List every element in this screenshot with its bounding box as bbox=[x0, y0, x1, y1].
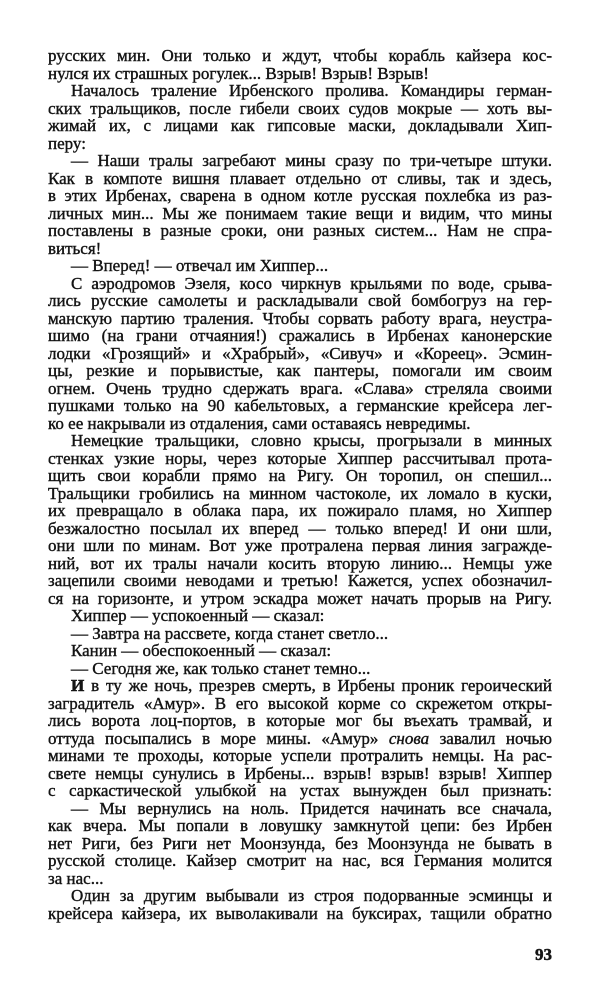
text-line: шимо (на грани отчаяния!) сражались в Ирбенах канонерские bbox=[48, 326, 552, 345]
paragraph bbox=[48, 800, 552, 888]
text-line: лодки «Грозящий» и «Храбрый», «Сивуч» и «Кореец». Эсмин- bbox=[48, 343, 552, 363]
paragraph bbox=[48, 275, 552, 433]
text-line bbox=[48, 730, 552, 748]
text-line: безжалостно посылал их вперед — только вперед! И они шли, bbox=[48, 518, 552, 538]
text-line: Хиппер — успокоенный — сказал: bbox=[71, 606, 325, 625]
text-line: как вчера. Мы попали в ловушку замкнутой цепи: без Ирбен bbox=[48, 816, 552, 835]
text-line: — Мы вернулись на ноль. Придется начинать все сначала, bbox=[71, 798, 552, 818]
text-line: цы, резкие и порывистые, как пантеры, помогали им своим bbox=[48, 361, 552, 380]
text-line: лись ворота лоц-портов, в которые мог бы въехать трамвай, и bbox=[48, 711, 552, 730]
text-line: за нас... bbox=[48, 868, 104, 888]
paragraph bbox=[48, 47, 552, 82]
paragraph bbox=[48, 152, 552, 257]
paragraph bbox=[48, 625, 552, 643]
text-line: С аэродромов Эзеля, косо чиркнув крыльями по воде, срыва- bbox=[71, 273, 552, 293]
paragraph bbox=[48, 432, 552, 607]
text-line: Один за другим выбывали из строя подорванные эсминцы и bbox=[71, 886, 552, 905]
text-line: Тральщики гробились на минном частоколе, их ломало в куски, bbox=[48, 483, 552, 503]
text-line: виться! bbox=[48, 238, 102, 258]
text-line: русских мин. Они только и ждут, чтобы корабль кайзера кос- bbox=[48, 46, 552, 65]
paragraph bbox=[48, 660, 552, 678]
text-line: заградитель «Амур». В его высокой корме со скрежетом откры- bbox=[48, 693, 552, 713]
text-line: Немецкие тральщики, словно крысы, прогрызали в минных bbox=[71, 431, 552, 450]
text-line: — Наши тралы загребают мины сразу по три-четыре штуки. bbox=[71, 151, 552, 170]
text-line: ских тральщиков, после гибели своих судов мокрые — хоть вы- bbox=[48, 98, 552, 118]
text-line: ся на горизонте, и утром эскадра может начать прорыв на Ригу. bbox=[48, 588, 552, 608]
text-line: — Сегодня же, как только станет темно... bbox=[71, 658, 371, 678]
bold-initial-word: И bbox=[71, 676, 85, 695]
text-line: Началось траление Ирбенского пролива. Командиры герман- bbox=[71, 81, 552, 100]
text-line: русской столице. Кайзер смотрит на нас, вся Германия молится bbox=[48, 851, 552, 870]
text-line: с саркастической улыбкой на устах вынужден был признать: bbox=[48, 781, 552, 800]
text-line: щить свои корабли прямо на Ригу. Он торопил, он спешил... bbox=[48, 466, 552, 485]
text-line: их превращало в облака пара, их пожирало пламя, но Хиппер bbox=[48, 501, 552, 520]
text-line: ко ее накрывали из отдаления, сами оставаясь невредимы. bbox=[48, 413, 471, 433]
text-line: поставлены в разные сроки, они разных систем... Нам не спра- bbox=[48, 221, 552, 240]
text-line: свете немцы сунулись в Ирбены... взрыв! взрыв! взрыв! Хиппер bbox=[48, 763, 552, 783]
paragraph bbox=[48, 887, 552, 922]
page-number: 93 bbox=[535, 945, 552, 964]
text-line: в этих Ирбенах, сварена в одном котле русская похлебка из раз- bbox=[48, 186, 552, 205]
text-line: — Завтра на рассвете, когда станет светло... bbox=[71, 623, 389, 643]
text-line: перу: bbox=[48, 133, 86, 153]
text-segment: оттуда посыпались в море мины. «Амур» bbox=[48, 728, 389, 748]
paragraph bbox=[48, 82, 552, 152]
text-line: огнем. Очень трудно сдержать врага. «Слава» стреляла своими bbox=[48, 378, 552, 398]
text-segment: в ту же ночь, презрев смерть, в Ирбены проник героический bbox=[84, 676, 552, 695]
paragraph bbox=[48, 677, 552, 800]
text-line bbox=[48, 677, 552, 695]
text-line: минами те проходы, которые успели протралить немцы. На рас- bbox=[48, 746, 552, 765]
text-line: пушками только на 90 кабельтовых, а германские крейсера лег- bbox=[48, 396, 552, 415]
italic-word: снова bbox=[388, 728, 430, 748]
text-line: нулся их страшных рогулек... Взрыв! Взрыв! Взрыв! bbox=[48, 63, 429, 83]
text-line: стенках узкие норы, через которые Хиппер рассчитывал прота- bbox=[48, 448, 552, 468]
paragraph bbox=[48, 607, 552, 625]
text-line: жимай их, с лицами как гипсовые маски, докладывали Хип- bbox=[48, 116, 552, 135]
text-line: — Вперед! — отвечал им Хиппер... bbox=[71, 256, 329, 275]
paragraph bbox=[48, 642, 552, 660]
text-line: лись русские самолеты и раскладывали свой бомбогруз на гер- bbox=[48, 291, 552, 310]
text-line: Канин — обеспокоенный — сказал: bbox=[71, 641, 332, 660]
text-line: крейсера кайзера, их выволакивали на буксирах, тащили обратно bbox=[48, 903, 552, 923]
text-line: зацепили своими неводами и третью! Кажется, успех обозначил- bbox=[48, 571, 552, 590]
text-line: ний, вот их тралы начали косить вторую линию... Немцы уже bbox=[48, 553, 552, 573]
text-line: они шли по минам. Вот уже протралена первая линия загражде- bbox=[48, 536, 552, 555]
text-line: манскую партию траления. Чтобы сорвать работу врага, неустра- bbox=[48, 308, 552, 328]
paragraph bbox=[48, 257, 552, 275]
text-segment: завалил ночью bbox=[429, 728, 553, 748]
text-line: личных мин... Мы же понимаем такие вещи и видим, что мины bbox=[48, 203, 552, 223]
body-text bbox=[48, 47, 552, 922]
text-line: Как в компоте вишня плавает отдельно от сливы, так и здесь, bbox=[48, 168, 552, 188]
text-line: нет Риги, без Риги нет Моонзунда, без Моонзунда не бывать в bbox=[48, 833, 552, 853]
